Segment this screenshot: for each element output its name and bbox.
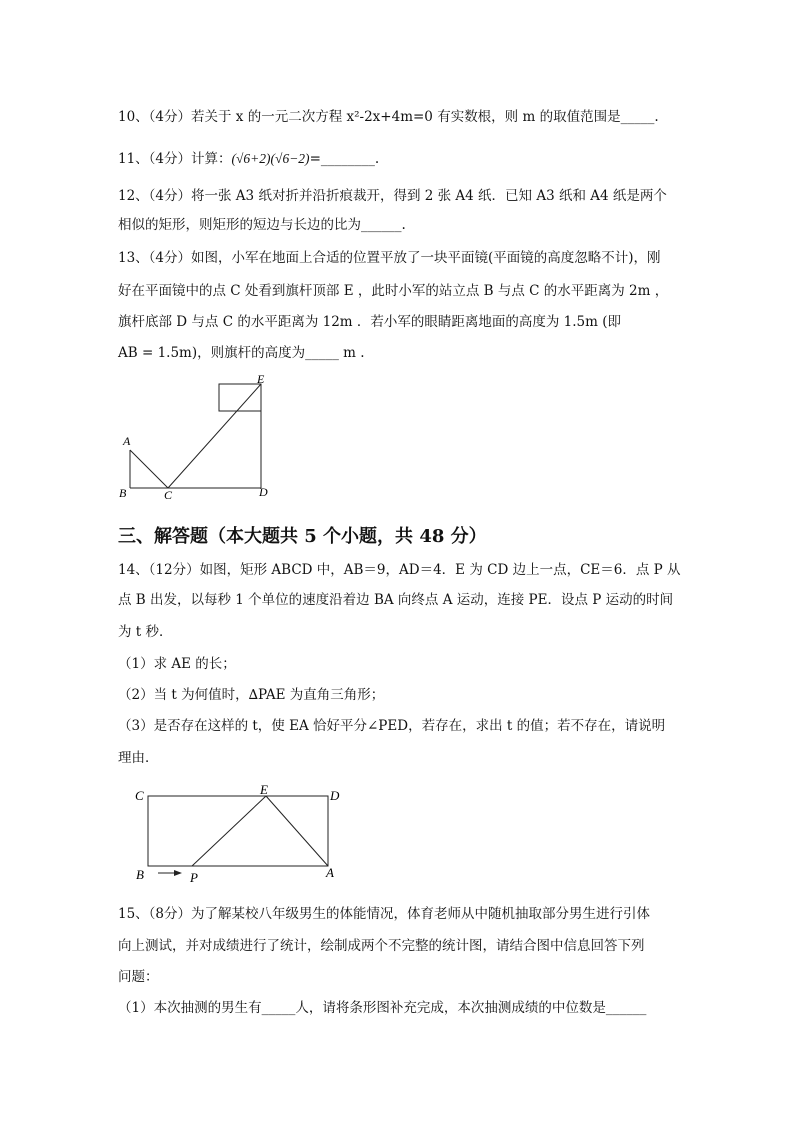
fig14-label-c: C <box>135 788 144 803</box>
q12-line1: 12、（4分）将一张 A3 纸对折并沿折痕裁开，得到 2 张 A4 纸．已知 A3 纸和 A4 纸是两个 <box>118 188 667 204</box>
fig13-label-b: B <box>119 486 127 500</box>
fig14-label-a: A <box>326 865 334 880</box>
q12-line2: 相似的矩形，则矩形的短边与长边的比为______. <box>118 217 406 233</box>
q15-sub1: （1）本次抽测的男生有_____人，请将条形图补充完成，本次抽测成绩的中位数是______ <box>118 1000 647 1016</box>
q11-expression: (√6+2)(√6−2) <box>231 151 310 166</box>
fig13-label-c: C <box>164 488 173 502</box>
q13-line1: 13、（4分）如图，小军在地面上合适的位置平放了一块平面镜(平面镜的高度忽略不计)，刚 <box>118 250 661 266</box>
fig14-label-d: D <box>330 788 340 803</box>
fig14-label-e: E <box>260 782 268 797</box>
q11-suffix: =________. <box>309 151 380 167</box>
q14-line3: 为 t 秒． <box>118 624 173 640</box>
q15-line2: 向上测试，并对成绩进行了统计，绘制成两个不完整的统计图，请结合图中信息回答下列 <box>118 938 645 954</box>
fig13-label-a: A <box>123 434 131 448</box>
q15-line3: 问题： <box>118 969 159 985</box>
fig14-label-b: B <box>136 867 144 882</box>
q13-line3: 旗杆底部 D 与点 C 的水平距离为 12m ．若小军的眼睛距离地面的高度为 1.5m (即 <box>118 314 621 330</box>
q14-sub1: （1）求 AE 的长； <box>118 656 236 672</box>
q14-line2: 点 B 出发，以每秒 1 个单位的速度沿着边 BA 向终点 A 运动，连接 PE．设点 P 运动的时间 <box>118 592 674 608</box>
fig14-label-p: P <box>190 870 198 885</box>
q14-sub3b: 理由． <box>118 750 159 766</box>
q11-text <box>118 150 379 168</box>
q14-line1: 14、（12分）如图，矩形 ABCD 中，AB＝9，AD＝4．E 为 CD 边上一点，CE＝6．点 P 从 <box>118 562 681 578</box>
section-3-heading: 三、解答题（本大题共 5 个小题，共 48 分） <box>118 526 487 547</box>
q13-figure <box>115 372 285 502</box>
fig13-label-e: E <box>257 372 265 386</box>
q14-sub2: （2）当 t 为何值时，∆PAE 为直角三角形； <box>118 687 385 703</box>
q14-sub3: （3）是否存在这样的 t，使 EA 恰好平分∠PED，若存在，求出 t 的值；若不存在，请说明 <box>118 718 666 734</box>
q13-line2: 好在平面镜中的点 C 处看到旗杆顶部 E ，此时小军的站立点 B 与点 C 的水平距离为 2m ， <box>118 283 669 299</box>
q15-line1: 15、（8分）为了解某校八年级男生的体能情况，体育老师从中随机抽取部分男生进行引体 <box>118 906 651 922</box>
q11-prefix: 11、（4分）计算： <box>118 151 232 167</box>
q13-line4: AB = 1.5m)，则旗杆的高度为_____ m . <box>118 345 365 361</box>
q14-figure <box>130 780 360 885</box>
fig13-label-d: D <box>259 485 268 499</box>
q10-text: 10、（4分）若关于 x 的一元二次方程 x²-2x+4m=0 有实数根，则 m 的取值范围是_____. <box>118 109 659 125</box>
